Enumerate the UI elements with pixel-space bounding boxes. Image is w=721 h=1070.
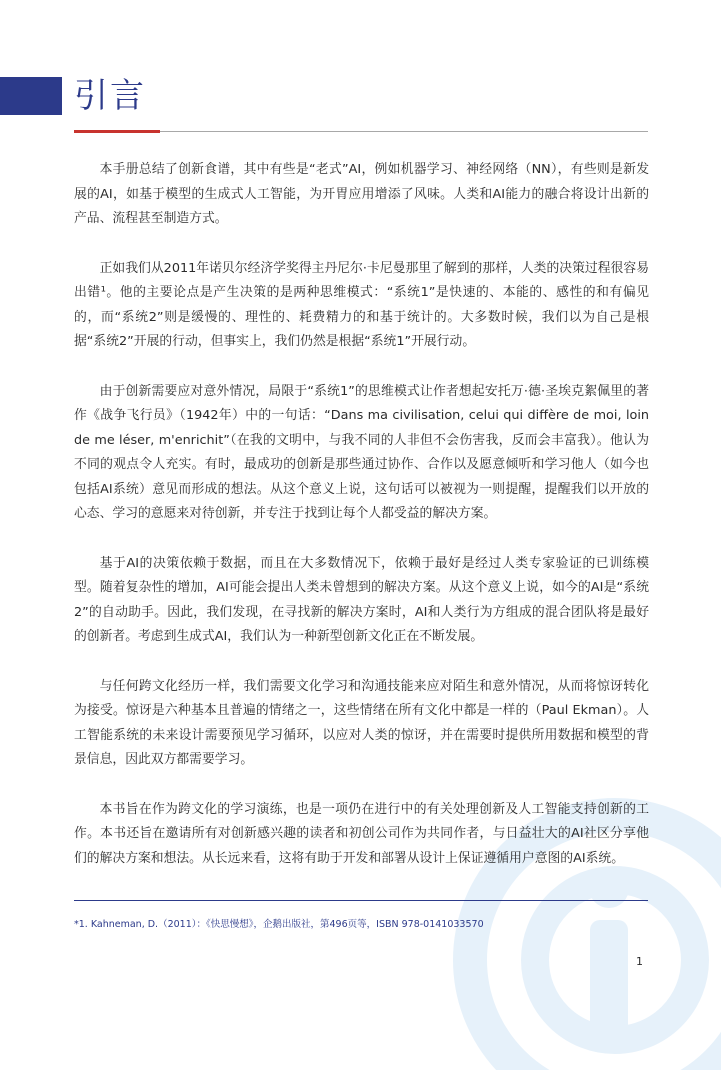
paragraph-2: 正如我们从2011年诺贝尔经济学奖得主丹尼尔·卡尼曼那里了解到的那样，人类的决策过程很容易出错¹。他的主要论点是产生决策的是两种思维模式：“系统1”是快速的、本能的、感性的和有偏见的，而“系统2”则是缓慢的、理性的、耗费精力的和基于统计的。大多数时候，我们以为自己是根据“系统2”开展的行动，但事实上，我们仍然是根据“系统1”开展行动。 — [74, 260, 649, 349]
header-color-block — [0, 77, 62, 115]
body-text — [74, 158, 649, 871]
title-divider — [74, 131, 648, 132]
page-number: 1 — [636, 955, 643, 968]
paragraph-5: 与任何跨文化经历一样，我们需要文化学习和沟通技能来应对陌生和意外情况，从而将惊讶转化为接受。惊讶是六种基本且普遍的情绪之一，这些情绪在所有文化中都是一样的（Paul Ekman）。人工智能系统的未来设计需要预见学习循环，以应对人类的惊讶，并在需要时提供所用数据和模型的背景信息，因此双方都需要学习。 — [74, 678, 649, 767]
paragraph-6: 本书旨在作为跨文化的学习演练，也是一项仍在进行中的有关处理创新及人工智能支持创新的工作。本书还旨在邀请所有对创新感兴趣的读者和初创公司作为共同作者，与日益壮大的AI社区分享他们的解决方案和想法。从长远来看，这将有助于开发和部署从设计上保证遵循用户意图的AI系统。 — [74, 801, 649, 866]
title-divider-accent — [74, 130, 160, 133]
chapter-title: 引言 — [74, 76, 146, 116]
footnote: *1. Kahneman, D.（2011）：《快思慢想》，企鹅出版社，第496页等，ISBN 978-0141033570 — [74, 919, 484, 930]
paragraph-1: 本手册总结了创新食谱，其中有些是“老式”AI，例如机器学习、神经网络（NN），有些则是新发展的AI，如基于模型的生成式人工智能，为开胃应用增添了风味。人类和AI能力的融合将设计出新的产品、流程甚至制造方式。 — [74, 162, 649, 226]
paragraph-3: 由于创新需要应对意外情况，局限于“系统1”的思维模式让作者想起安托万·德·圣埃克絮佩里的著作《战争飞行员》（1942年）中的一句话：“Dans ma civilisation, celui qui diffère de moi, loin de me léser, m'enrichit”（在我的文明中，与我不同的人非但不会伤害我，反而会丰富我）。他认为不同的观点令人充实。有时，最成功的创新是那些通过协作、合作以及愿意倾听和学习他人（如今也包括AI系统）意见而形成的想法。从这个意义上说，这句话可以被视为一则提醒，提醒我们以开放的心态、学习的意愿来对待创新，并专注于找到让每个人都受益的解决方案。 — [74, 383, 649, 521]
footnote-divider — [74, 900, 648, 901]
paragraph-4: 基于AI的决策依赖于数据，而且在大多数情况下，依赖于最好是经过人类专家验证的已训练模型。随着复杂性的增加，AI可能会提出人类未曾想到的解决方案。从这个意义上说，如今的AI是“系统2”的自动助手。因此，我们发现，在寻找新的解决方案时，AI和人类行为方组成的混合团队将是最好的创新者。考虑到生成式AI，我们认为一种新型创新文化正在不断发展。 — [74, 555, 649, 644]
